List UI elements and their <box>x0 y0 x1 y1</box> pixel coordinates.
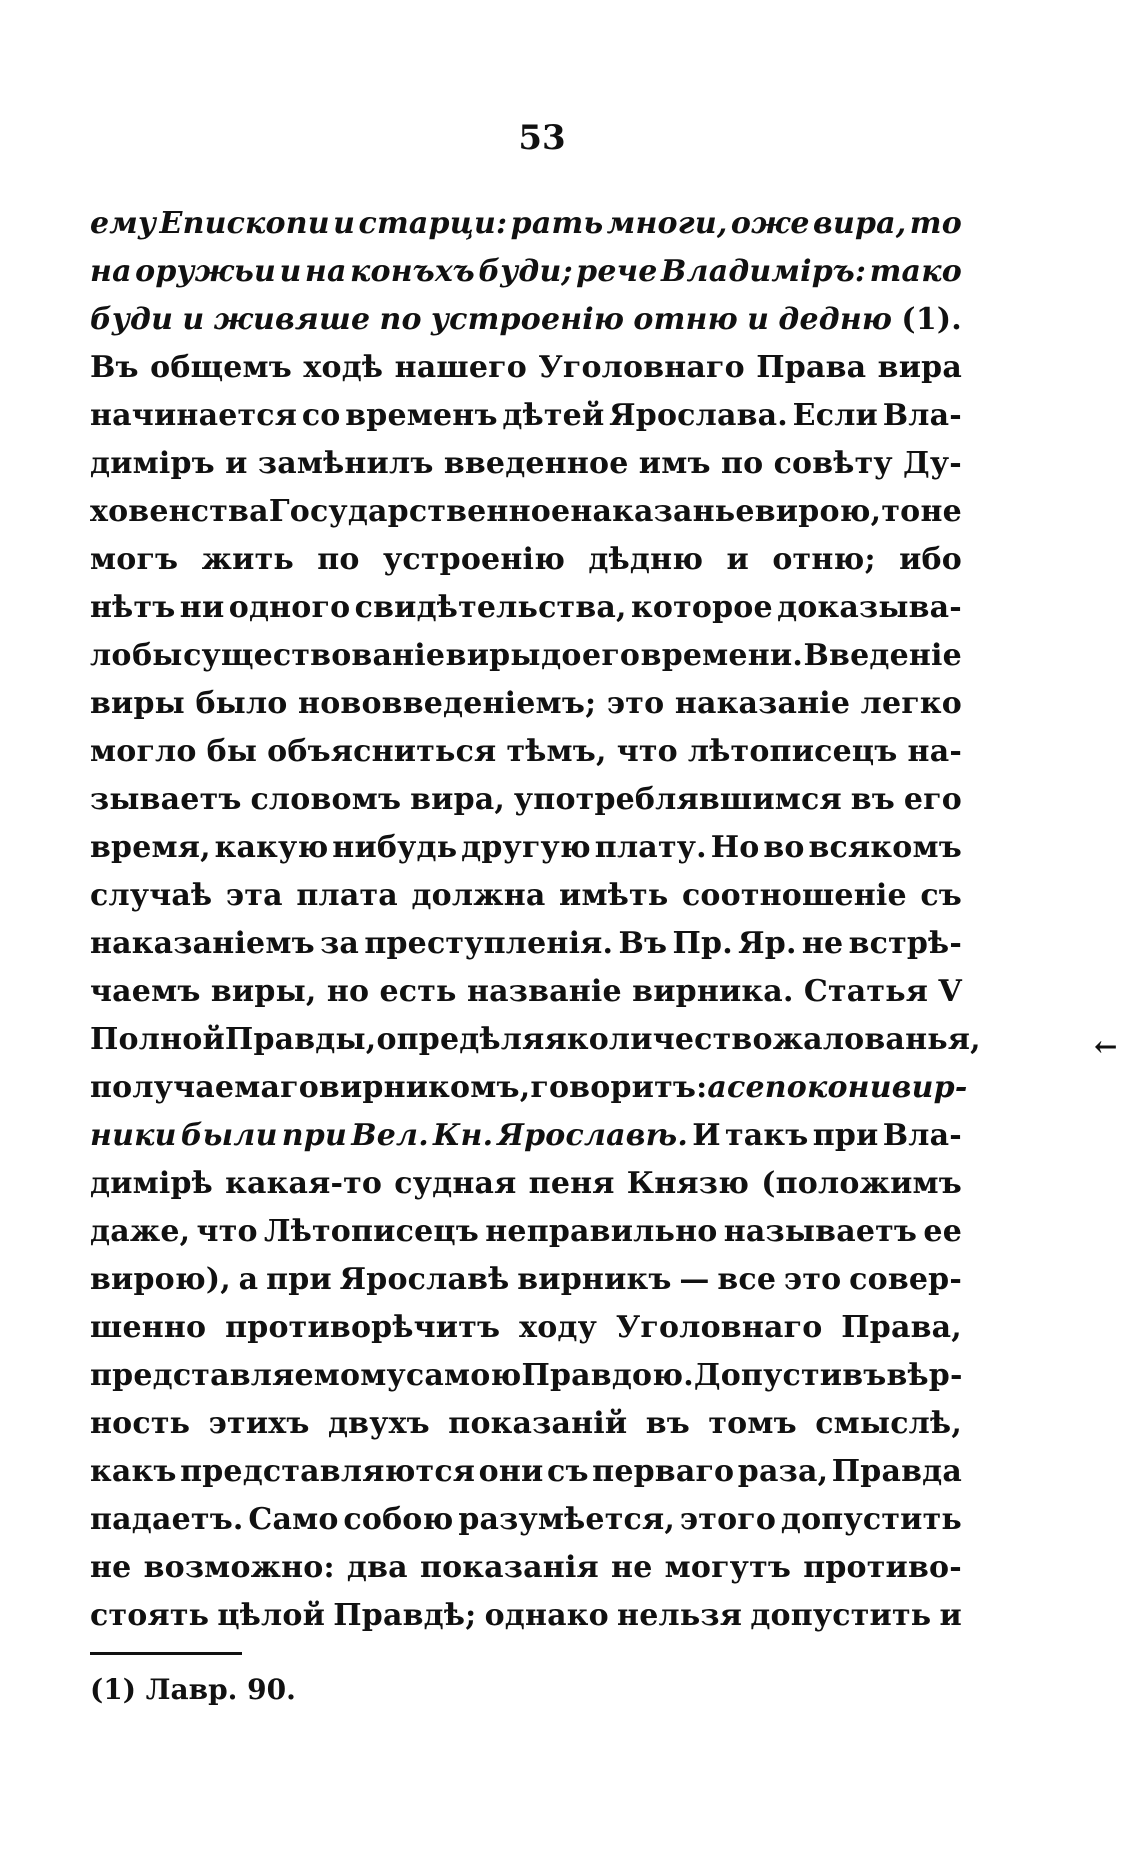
word: съ <box>920 878 962 913</box>
word: за <box>320 926 360 961</box>
word: и <box>182 302 205 337</box>
word: и <box>939 1598 962 1633</box>
word: плату. <box>594 830 707 865</box>
word: соотношеніе <box>681 878 907 913</box>
word: но <box>326 974 370 1009</box>
text-line <box>90 392 962 440</box>
word: введенное <box>443 446 629 481</box>
word: и <box>726 542 749 577</box>
word: и <box>225 446 248 481</box>
word: и <box>333 206 356 241</box>
word: при <box>281 1118 347 1153</box>
word: Ду- <box>903 446 962 481</box>
word: Ярославѣ <box>339 1262 510 1297</box>
word: И <box>692 1118 721 1153</box>
word: буди; <box>478 254 573 289</box>
word: Лѣтописецъ <box>264 1214 479 1249</box>
word: ло <box>90 638 132 673</box>
word: показанія <box>419 1550 599 1585</box>
word: Статья <box>803 974 929 1009</box>
word: Правда <box>831 1454 962 1489</box>
word: тако <box>869 254 962 289</box>
word: какъ <box>90 1454 177 1489</box>
word: вира <box>877 350 962 385</box>
word: рать <box>510 206 604 241</box>
word: противо- <box>803 1550 962 1585</box>
word: два <box>346 1550 408 1585</box>
word: времени. <box>640 638 803 673</box>
word: Правды, <box>224 1022 377 1057</box>
word: было <box>195 686 288 721</box>
word: Права <box>756 350 867 385</box>
word: случаѣ <box>90 878 213 913</box>
word: объясниться <box>267 734 497 769</box>
word: ибо <box>899 542 962 577</box>
word: нѣтъ <box>90 590 176 625</box>
word: виры <box>90 686 185 721</box>
word: Ярослава. <box>609 398 788 433</box>
word: его <box>903 782 962 817</box>
word: опредѣляя <box>376 1022 567 1057</box>
word: отню <box>633 302 738 337</box>
word: се <box>726 1070 765 1105</box>
word: не <box>801 926 844 961</box>
text-line <box>90 1256 962 1304</box>
word: имъ <box>638 446 711 481</box>
word: наказанье <box>570 494 755 529</box>
word: а <box>238 1262 259 1297</box>
footnote-divider <box>90 1652 242 1655</box>
word: тѣмъ, <box>506 734 607 769</box>
word: говоритъ: <box>530 1070 708 1105</box>
word: даже, <box>90 1214 191 1249</box>
word: вирникъ <box>517 1262 672 1297</box>
word: по <box>317 542 360 577</box>
word: стоять <box>90 1598 210 1633</box>
word: на- <box>907 734 962 769</box>
text-line <box>90 296 962 344</box>
word: Уголовнаго <box>538 350 745 385</box>
text-line <box>90 728 962 776</box>
text-line <box>90 920 962 968</box>
word: могло <box>90 734 197 769</box>
word: живяше <box>213 302 371 337</box>
text-line <box>90 680 962 728</box>
word: диміръ <box>90 446 215 481</box>
word: ность <box>90 1406 191 1441</box>
word: вирника. <box>632 974 794 1009</box>
text-line <box>90 248 962 296</box>
word: до <box>541 638 582 673</box>
word: это <box>606 686 665 721</box>
word: падаетъ. <box>90 1502 244 1537</box>
word: Кн. <box>433 1118 494 1153</box>
word: временъ <box>345 398 498 433</box>
word: могутъ <box>664 1550 792 1585</box>
word: были <box>180 1118 278 1153</box>
word: какая-то <box>225 1166 383 1201</box>
word: количество <box>566 1022 773 1057</box>
word: Яр. <box>738 926 797 961</box>
word: и <box>747 302 770 337</box>
word: все <box>717 1262 777 1297</box>
text-line <box>90 1544 962 1592</box>
word: нельзя <box>617 1598 743 1633</box>
word: Владиміръ: <box>660 254 867 289</box>
word: время, <box>90 830 211 865</box>
word: вирою), <box>90 1262 231 1297</box>
word: дѣтей <box>502 398 605 433</box>
word: преступленія. <box>364 926 614 961</box>
text-line <box>90 344 962 392</box>
text-line <box>90 488 962 536</box>
word: собою <box>343 1502 454 1537</box>
word: Права, <box>841 1310 962 1345</box>
word: возможно: <box>143 1550 335 1585</box>
word: ники <box>90 1118 177 1153</box>
word: Правдою. <box>521 1358 694 1393</box>
word: Введеніе <box>803 638 962 673</box>
word: вир- <box>891 1070 968 1105</box>
word: вира, <box>813 206 907 241</box>
word: названіе <box>466 974 622 1009</box>
word: отню; <box>772 542 876 577</box>
word: вѣр- <box>886 1358 963 1393</box>
word: при <box>812 1118 879 1153</box>
word: получаемаго <box>90 1070 319 1105</box>
word: Въ <box>618 926 668 961</box>
word: старци: <box>358 206 508 241</box>
word: должна <box>411 878 546 913</box>
word: противорѣчитъ <box>225 1310 501 1345</box>
word: какую <box>214 830 329 865</box>
word: показаній <box>448 1406 628 1441</box>
word: нашего <box>394 350 527 385</box>
word: Государственное <box>268 494 571 529</box>
body-text <box>90 200 981 1640</box>
word: бы <box>206 734 258 769</box>
text-line <box>90 1592 962 1640</box>
word: (положимъ <box>761 1166 962 1201</box>
word: совер- <box>849 1262 962 1297</box>
word: судная <box>394 1166 517 1201</box>
word: буди <box>90 302 174 337</box>
word: нововведеніемъ; <box>298 686 597 721</box>
text-line <box>90 872 962 920</box>
word: димірѣ <box>90 1166 213 1201</box>
word: Ярославѣ. <box>497 1118 689 1153</box>
word: во <box>763 830 805 865</box>
word: виры, <box>210 974 317 1009</box>
word: то <box>909 206 962 241</box>
word: наказаніемъ <box>90 926 315 961</box>
text-line <box>90 776 962 824</box>
word: эта <box>225 878 283 913</box>
text-line <box>90 1304 962 1352</box>
word: нибудь <box>332 830 458 865</box>
word: допустить <box>780 1502 962 1537</box>
word: бы <box>132 638 183 673</box>
word: смыслѣ, <box>815 1406 962 1441</box>
word: — <box>679 1262 710 1297</box>
word: цѣлой <box>217 1598 326 1633</box>
word: виры <box>445 638 541 673</box>
text-line <box>90 536 962 584</box>
word: въ <box>645 1406 690 1441</box>
word: двухъ <box>327 1406 430 1441</box>
word: всякомъ <box>808 830 962 865</box>
text-line <box>90 584 962 632</box>
text-line <box>90 968 962 1016</box>
word: жалованья, <box>772 1022 981 1057</box>
word: однако <box>484 1598 609 1633</box>
word: Князю <box>626 1166 750 1201</box>
word: лѣтописецъ <box>687 734 898 769</box>
text-line <box>90 1064 968 1112</box>
word: легко <box>860 686 962 721</box>
word: есть <box>379 974 457 1009</box>
word: называетъ <box>723 1214 918 1249</box>
word: совѣту <box>773 446 893 481</box>
word: ни <box>179 590 225 625</box>
text-line <box>90 1400 962 1448</box>
word: такъ <box>724 1118 809 1153</box>
word: шенно <box>90 1310 207 1345</box>
word: а <box>707 1070 727 1105</box>
word: вирникомъ, <box>318 1070 531 1105</box>
word: по <box>720 446 764 481</box>
word: чаемъ <box>90 974 201 1009</box>
word: неправильно <box>485 1214 718 1249</box>
text-line <box>90 1208 962 1256</box>
word: ему <box>90 206 157 241</box>
word: Если <box>792 398 879 433</box>
word: (1). <box>901 302 962 337</box>
word: Полной <box>90 1022 225 1057</box>
word: это <box>783 1262 842 1297</box>
word: общемъ <box>150 350 293 385</box>
word: оже <box>730 206 810 241</box>
word: этихъ <box>208 1406 310 1441</box>
word: при <box>266 1262 332 1297</box>
word: ходѣ <box>303 350 384 385</box>
word: на <box>90 254 132 289</box>
word: со <box>301 398 341 433</box>
text-line <box>90 1160 962 1208</box>
word: жить <box>201 542 294 577</box>
page-number: 53 <box>518 118 566 158</box>
word: съ <box>546 1454 589 1489</box>
word: пеня <box>528 1166 615 1201</box>
word: наказаніе <box>674 686 851 721</box>
word: покони <box>764 1070 892 1105</box>
word: доказыва- <box>777 590 962 625</box>
word: Вла- <box>882 1118 962 1153</box>
word: существованіе <box>183 638 446 673</box>
word: представляются <box>180 1454 476 1489</box>
text-line <box>90 1352 962 1400</box>
word: самою <box>405 1358 522 1393</box>
word: встрѣ- <box>848 926 962 961</box>
word: другую <box>461 830 591 865</box>
word: Въ <box>90 350 139 385</box>
word: Пр. <box>672 926 733 961</box>
text-line <box>90 632 962 680</box>
word: имѣть <box>559 878 669 913</box>
word: вирою, <box>754 494 882 529</box>
word: раза, <box>737 1454 829 1489</box>
word: Но <box>710 830 760 865</box>
word: свидѣтельства, <box>354 590 627 625</box>
word: Правдѣ; <box>333 1598 477 1633</box>
text-line <box>90 440 962 488</box>
word: которое <box>631 590 773 625</box>
word: допустить <box>750 1598 932 1633</box>
footnote: (1) Лавр. 90. <box>90 1673 296 1706</box>
word: на <box>304 254 347 289</box>
word: Допустивъ <box>693 1358 887 1393</box>
word: плата <box>296 878 398 913</box>
text-line <box>90 1448 962 1496</box>
word: этого <box>679 1502 777 1537</box>
text-line <box>90 1112 962 1160</box>
word: они <box>478 1454 544 1489</box>
word: ее <box>923 1214 962 1249</box>
word: употреблявшимся <box>513 782 842 817</box>
text-line <box>90 1496 962 1544</box>
word: вира, <box>410 782 506 817</box>
word: не <box>920 494 962 529</box>
word: ховенства <box>90 494 269 529</box>
word: одного <box>228 590 351 625</box>
word: перваго <box>592 1454 735 1489</box>
word: то <box>881 494 921 529</box>
word: Вла- <box>882 398 962 433</box>
word: замѣнилъ <box>257 446 434 481</box>
word: Уголовнаго <box>615 1310 823 1345</box>
word: V <box>938 974 962 1009</box>
text-line <box>90 1016 981 1064</box>
word: зываетъ <box>90 782 242 817</box>
word: дедню <box>778 302 893 337</box>
word: ходу <box>519 1310 598 1345</box>
word: что <box>616 734 678 769</box>
word: томъ <box>708 1406 797 1441</box>
word: его <box>582 638 641 673</box>
word: и <box>279 254 302 289</box>
word: конъхъ <box>350 254 475 289</box>
word: не <box>90 1550 132 1585</box>
word: Епископи <box>159 206 330 241</box>
word: Вел. <box>351 1118 429 1153</box>
text-line <box>90 824 962 872</box>
word: начинается <box>90 398 298 433</box>
margin-mark: ← <box>1094 1030 1118 1063</box>
word: словомъ <box>250 782 402 817</box>
word: могъ <box>90 542 179 577</box>
word: рече <box>576 254 658 289</box>
word: представляемому <box>90 1358 406 1393</box>
word: что <box>196 1214 258 1249</box>
word: Само <box>248 1502 339 1537</box>
word: устроенію <box>431 302 625 337</box>
word: оружьи <box>135 254 277 289</box>
word: устроенію <box>382 542 566 577</box>
word: не <box>611 1550 653 1585</box>
word: разумѣется, <box>458 1502 675 1537</box>
word: въ <box>850 782 896 817</box>
word: дѣдню <box>588 542 704 577</box>
word: многи, <box>606 206 728 241</box>
word: по <box>379 302 422 337</box>
text-line <box>90 200 962 248</box>
